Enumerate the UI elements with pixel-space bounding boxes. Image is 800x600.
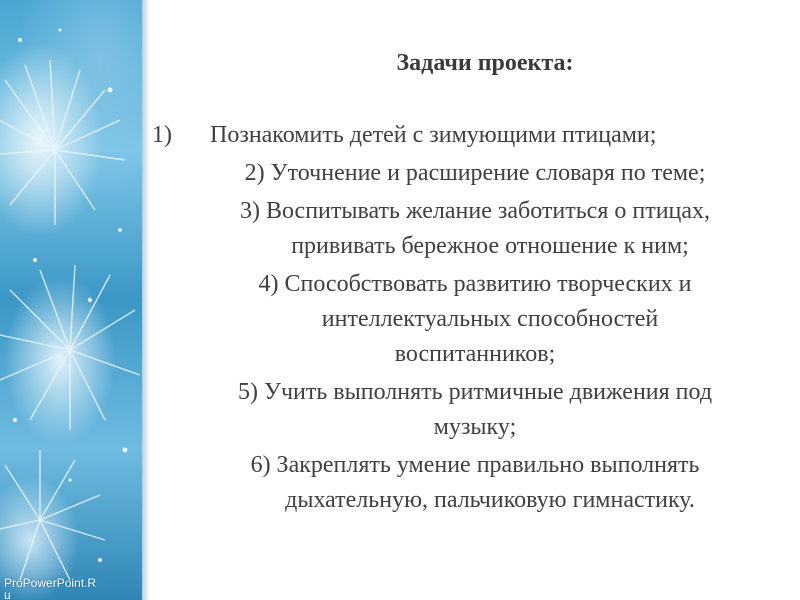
watermark: ProPowerPoint.R [4,576,97,590]
item-text: интеллектуальных способностей [321,306,659,332]
list-item [150,194,800,264]
tasks-list [150,118,800,521]
item-text: 2) Уточнение и расширение словаря по теме; [244,160,706,186]
list-item [150,118,800,153]
item-text: воспитанников; [394,341,556,367]
item-text: музыку; [433,414,517,440]
item-text: 5) Учить выполнять ритмичные движения под [237,379,713,405]
item-text: Познакомить детей с зимующими птицами; [210,122,657,148]
item-text: дыхательную, пальчиковую гимнастику. [285,487,695,513]
list-item [150,156,800,191]
list-item [150,267,800,372]
item-text: прививать бережное отношение к ним; [291,233,689,259]
pine-branches-graphic [0,0,142,600]
item-number: 1) [152,122,172,148]
list-item [150,448,800,518]
panel-edge-shadow [142,0,150,600]
watermark-tail: u [4,591,11,600]
frosted-pine-image [0,0,142,600]
slide-title: Задачи проекта: [396,50,574,76]
item-text: 6) Закреплять умение правильно выполнять [250,452,700,478]
item-text: 3) Воспитывать желание заботиться о птицах, [239,198,711,224]
list-item [150,375,800,445]
item-text: 4) Способствовать развитию творческих и [258,271,692,297]
